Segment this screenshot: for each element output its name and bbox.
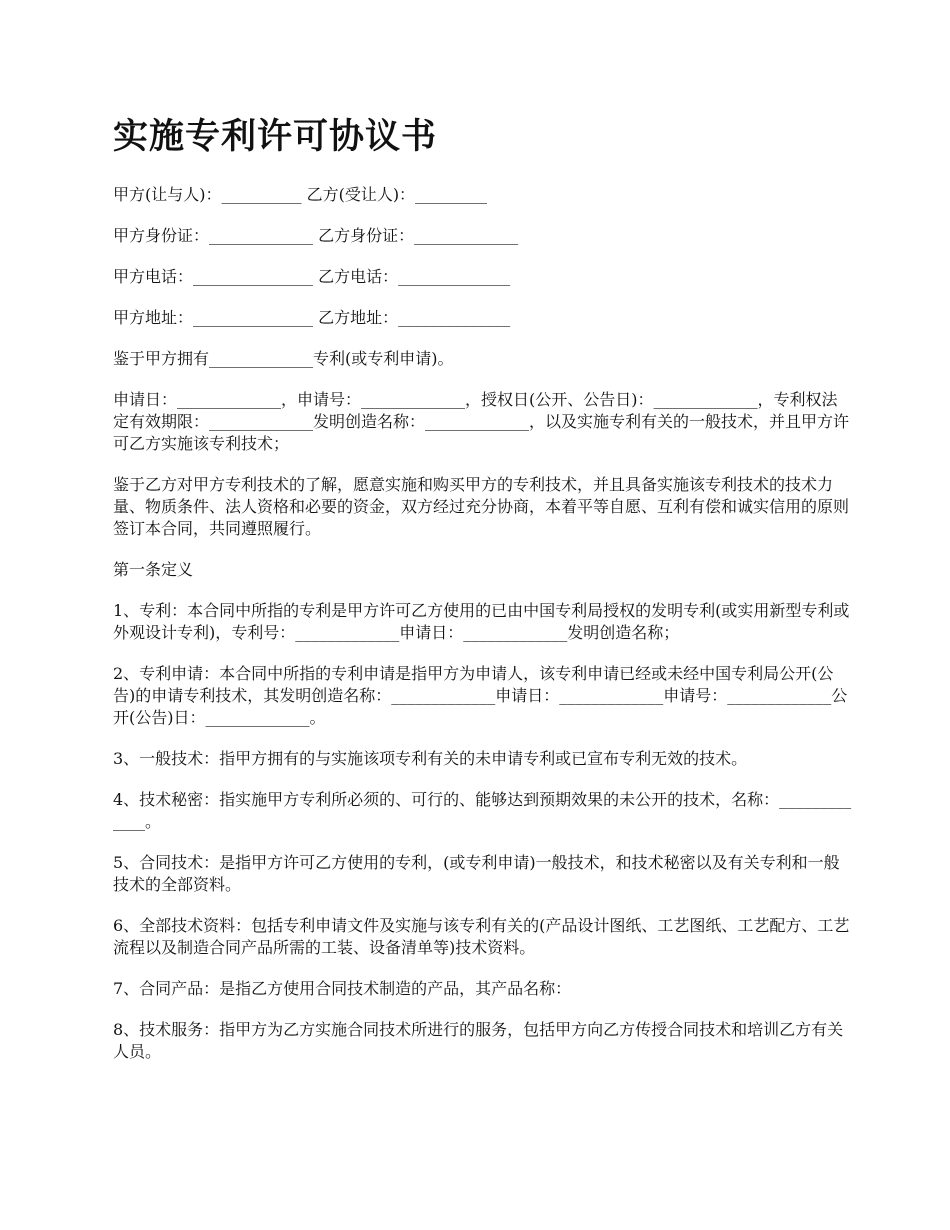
intent-paragraph: 鉴于乙方对甲方专利技术的了解，愿意实施和购买甲方的专利技术，并且具备实施该专利技术的技术力量、物质条件、法人资格和必要的资金，双方经过充分协商，本着平等自愿、互利有偿和诚实信用的原则签订本合同，共同遵照履行。 <box>113 475 850 538</box>
party-phone-line: 甲方电话：_______________ 乙方电话：______________ <box>113 267 511 286</box>
party-address-line: 甲方地址：_______________ 乙方地址：______________ <box>113 308 511 327</box>
definition-4: 4、技术秘密：指实施甲方专利所必须的、可行的、能够达到预期效果的未公开的技术，名称：_____________。 <box>113 790 852 831</box>
definition-3: 3、一般技术：指甲方拥有的与实施该项专利有关的未申请专利或已宣布专利无效的技术。 <box>113 749 748 768</box>
definition-2: 2、专利申请：本合同中所指的专利申请是指甲方为申请人，该专利申请已经或未经中国专利局公开(公告)的申请专利技术，其发明创造名称：_____________申请日：_____________申请号：_____________公开(公告)日：_____________。 <box>113 664 848 727</box>
article-heading: 第一条定义 <box>113 560 194 579</box>
definition-8: 8、技术服务：指甲方为乙方实施合同技术所进行的服务，包括甲方向乙方传授合同技术和培训乙方有关人员。 <box>113 1020 844 1061</box>
patent-details-paragraph: 申请日：_____________，申请号：_____________，授权日(公开、公告日)：_____________，专利权法定有效期限：_____________发明创造名称：_____________，以及实施专利有关的一般技术，并且甲方许可乙方实施该专利技术； <box>113 390 850 453</box>
definition-1: 1、专利：本合同中所指的专利是甲方许可乙方使用的已由中国专利局授权的发明专利(或实用新型专利或外观设计专利)，专利号：_____________申请日：_____________发明创造名称； <box>113 601 850 642</box>
party-names-line: 甲方(让与人)：__________ 乙方(受让人)：_________ <box>113 185 488 204</box>
document-page <box>113 112 853 1082</box>
definition-7: 7、合同产品：是指乙方使用合同技术制造的产品，其产品名称： <box>113 979 572 998</box>
document-title: 实施专利许可协议书 <box>113 117 438 157</box>
definition-5: 5、合同技术：是指甲方许可乙方使用的专利，(或专利申请)一般技术，和技术秘密以及有关专利和一般技术的全部资料。 <box>113 853 840 894</box>
definition-6: 6、全部技术资料：包括专利申请文件及实施与该专利有关的(产品设计图纸、工艺图纸、工艺配方、工艺流程以及制造合同产品所需的工装、设备清单等)技术资料。 <box>113 916 850 957</box>
party-id-line: 甲方身份证：_____________ 乙方身份证：_____________ <box>113 226 519 245</box>
patent-ownership-paragraph: 鉴于甲方拥有_____________专利(或专利申请)。 <box>113 349 454 368</box>
